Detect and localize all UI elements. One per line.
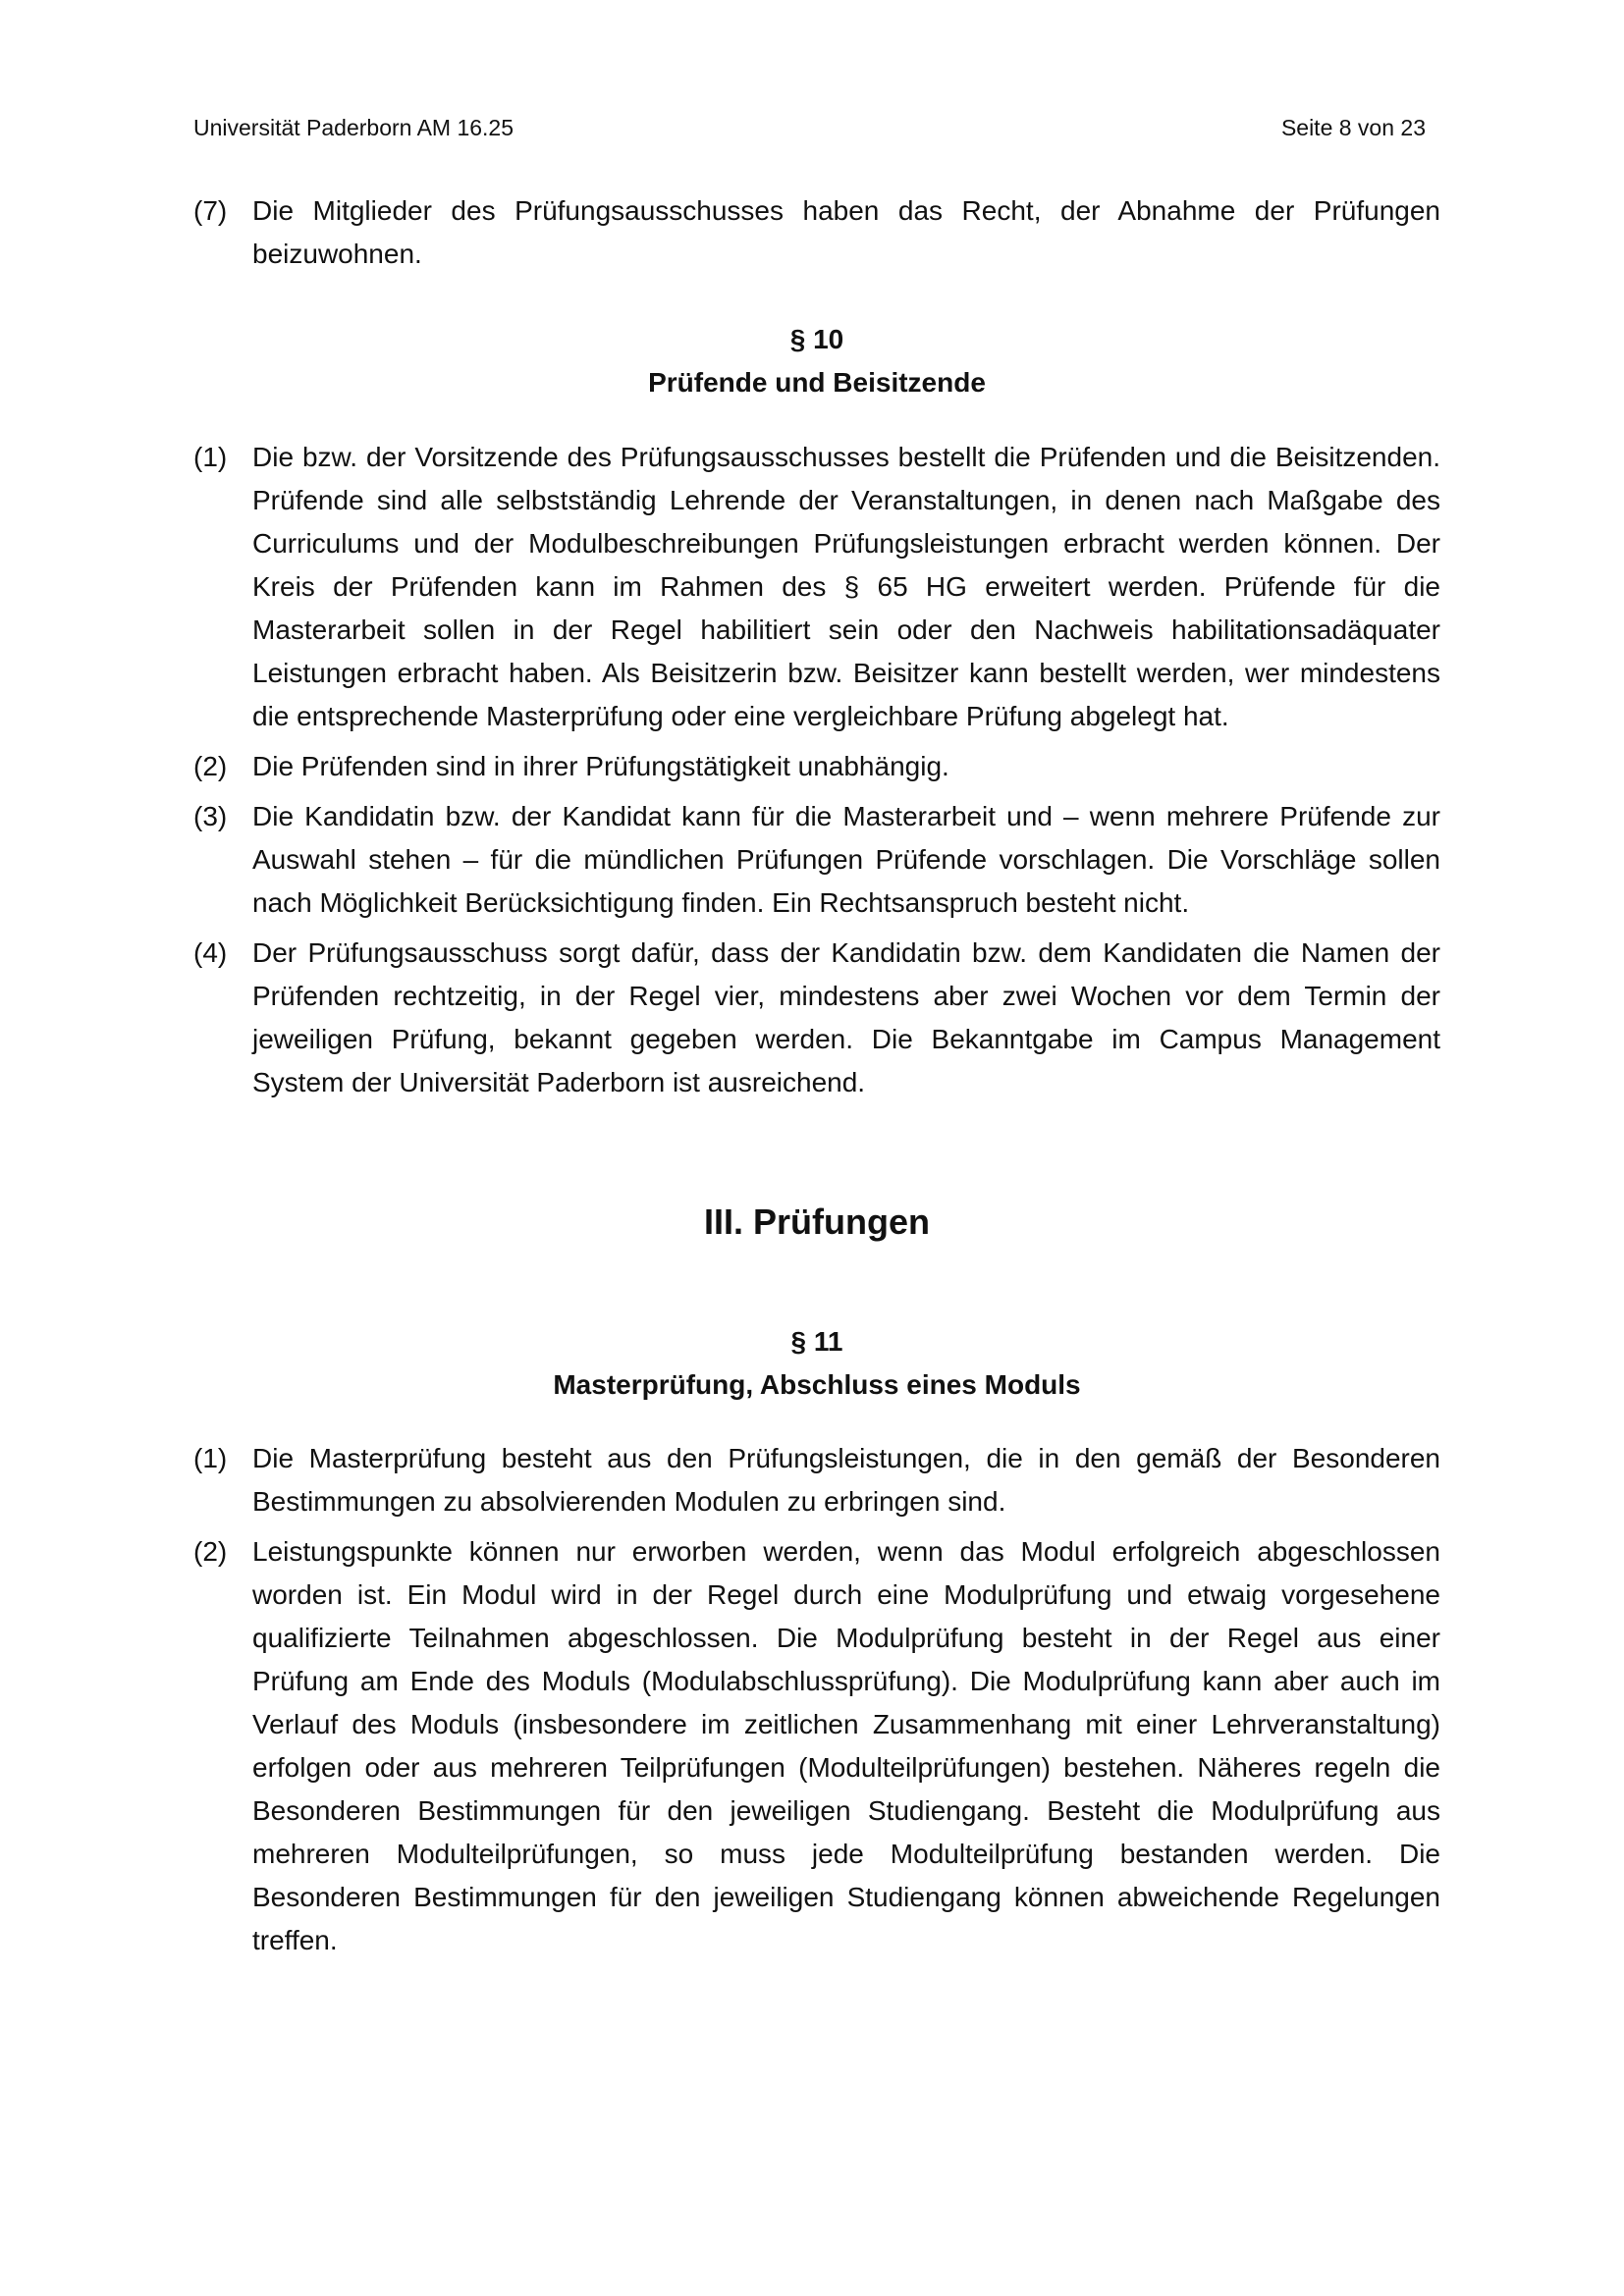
- section-10-title: Prüfende und Beisitzende: [648, 367, 986, 398]
- paragraph-number: (2): [193, 1536, 228, 1567]
- paragraph-number: (2): [193, 751, 228, 781]
- section-10-paragraph-1: [193, 436, 1440, 738]
- paragraph-number: (7): [193, 195, 228, 226]
- paragraph-text: Die Prüfenden sind in ihrer Prüfungstätigkeit unabhängig.: [252, 751, 949, 781]
- section-10-paragraph-4: [193, 932, 1440, 1104]
- paragraph-text: Die Masterprüfung besteht aus den Prüfungsleistungen, die in den gemäß der Besonderen Bestimmungen zu absolvierenden Modulen zu erbringen sind.: [252, 1443, 1440, 1517]
- section-11-title: Masterprüfung, Abschluss eines Moduls: [553, 1369, 1081, 1400]
- header-institution: Universität Paderborn AM 16.25: [193, 115, 514, 140]
- section-10-number: § 10: [789, 324, 844, 354]
- section-11-number: § 11: [790, 1326, 843, 1357]
- section-10-paragraph-3: [193, 795, 1440, 925]
- paragraph-text: Die Kandidatin bzw. der Kandidat kann für die Masterarbeit und – wenn mehrere Prüfende zur Auswahl stehen – für die mündlichen Prüfungen Prüfende vorschlagen. Die Vorschläge sollen nach Möglichkeit Berücksichtigung finden. Ein Rechtsanspruch besteht nicht.: [252, 801, 1440, 918]
- paragraph-number: (1): [193, 442, 228, 472]
- header-page-number: Seite 8 von 23: [1280, 115, 1426, 140]
- document-body: [193, 189, 1440, 1962]
- paragraph-text: Die bzw. der Vorsitzende des Prüfungsausschusses bestellt die Prüfenden und die Beisitzenden. Prüfende sind alle selbstständig Lehrende der Veranstaltungen, in denen nach Maßgabe des Curriculums und der Modulbeschreibungen Prüfungsleistungen erbracht werden können. Der Kreis der Prüfenden kann im Rahmen des § 65 HG erweitert werden. Prüfende für die Masterarbeit sollen in der Regel habilitiert sein oder den Nachweis habilitationsadäquater Leistungen erbracht haben. Als Beisitzerin bzw. Beisitzer kann bestellt werden, wer mindestens die entsprechende Masterprüfung oder eine vergleichbare Prüfung abgelegt hat.: [252, 442, 1440, 731]
- paragraph-7: [193, 189, 1440, 276]
- paragraph-text: Der Prüfungsausschuss sorgt dafür, dass der Kandidatin bzw. dem Kandidaten die Namen der Prüfenden rechtzeitig, in der Regel vier, mindestens aber zwei Wochen vor dem Termin der jeweiligen Prüfung, bekannt gegeben werden. Die Bekanntgabe im Campus Management System der Universität Paderborn ist ausreichend.: [252, 937, 1440, 1097]
- paragraph-text: Die Mitglieder des Prüfungsausschusses haben das Recht, der Abnahme der Prüfungen beizuwohnen.: [252, 195, 1440, 269]
- paragraph-text: Leistungspunkte können nur erworben werden, wenn das Modul erfolgreich abgeschlossen worden ist. Ein Modul wird in der Regel durch eine Modulprüfung und etwaig vorgesehene qualifizierte Teilnahmen abgeschlossen. Die Modulprüfung besteht in der Regel aus einer Prüfung am Ende des Moduls (Modulabschlussprüfung). Die Modulprüfung kann aber auch im Verlauf des Moduls (insbesondere im zeitlichen Zusammenhang mit einer Lehrveranstaltung) erfolgen oder aus mehreren Teilprüfungen (Modulteilprüfungen) bestehen. Näheres regeln die Besonderen Bestimmungen für den jeweiligen Studiengang. Besteht die Modulprüfung aus mehreren Modulteilprüfungen, so muss jede Modulteilprüfung bestanden werden. Die Besonderen Bestimmungen für den jeweiligen Studiengang können abweichende Regelungen treffen.: [252, 1536, 1440, 1955]
- chapter-3-title: III. Prüfungen: [704, 1201, 930, 1242]
- paragraph-number: (3): [193, 801, 228, 831]
- section-10-paragraph-2: [193, 745, 1440, 788]
- section-11-paragraph-1: [193, 1437, 1440, 1523]
- section-11-paragraph-2: [193, 1530, 1440, 1962]
- paragraph-number: (4): [193, 937, 228, 968]
- paragraph-number: (1): [193, 1443, 228, 1473]
